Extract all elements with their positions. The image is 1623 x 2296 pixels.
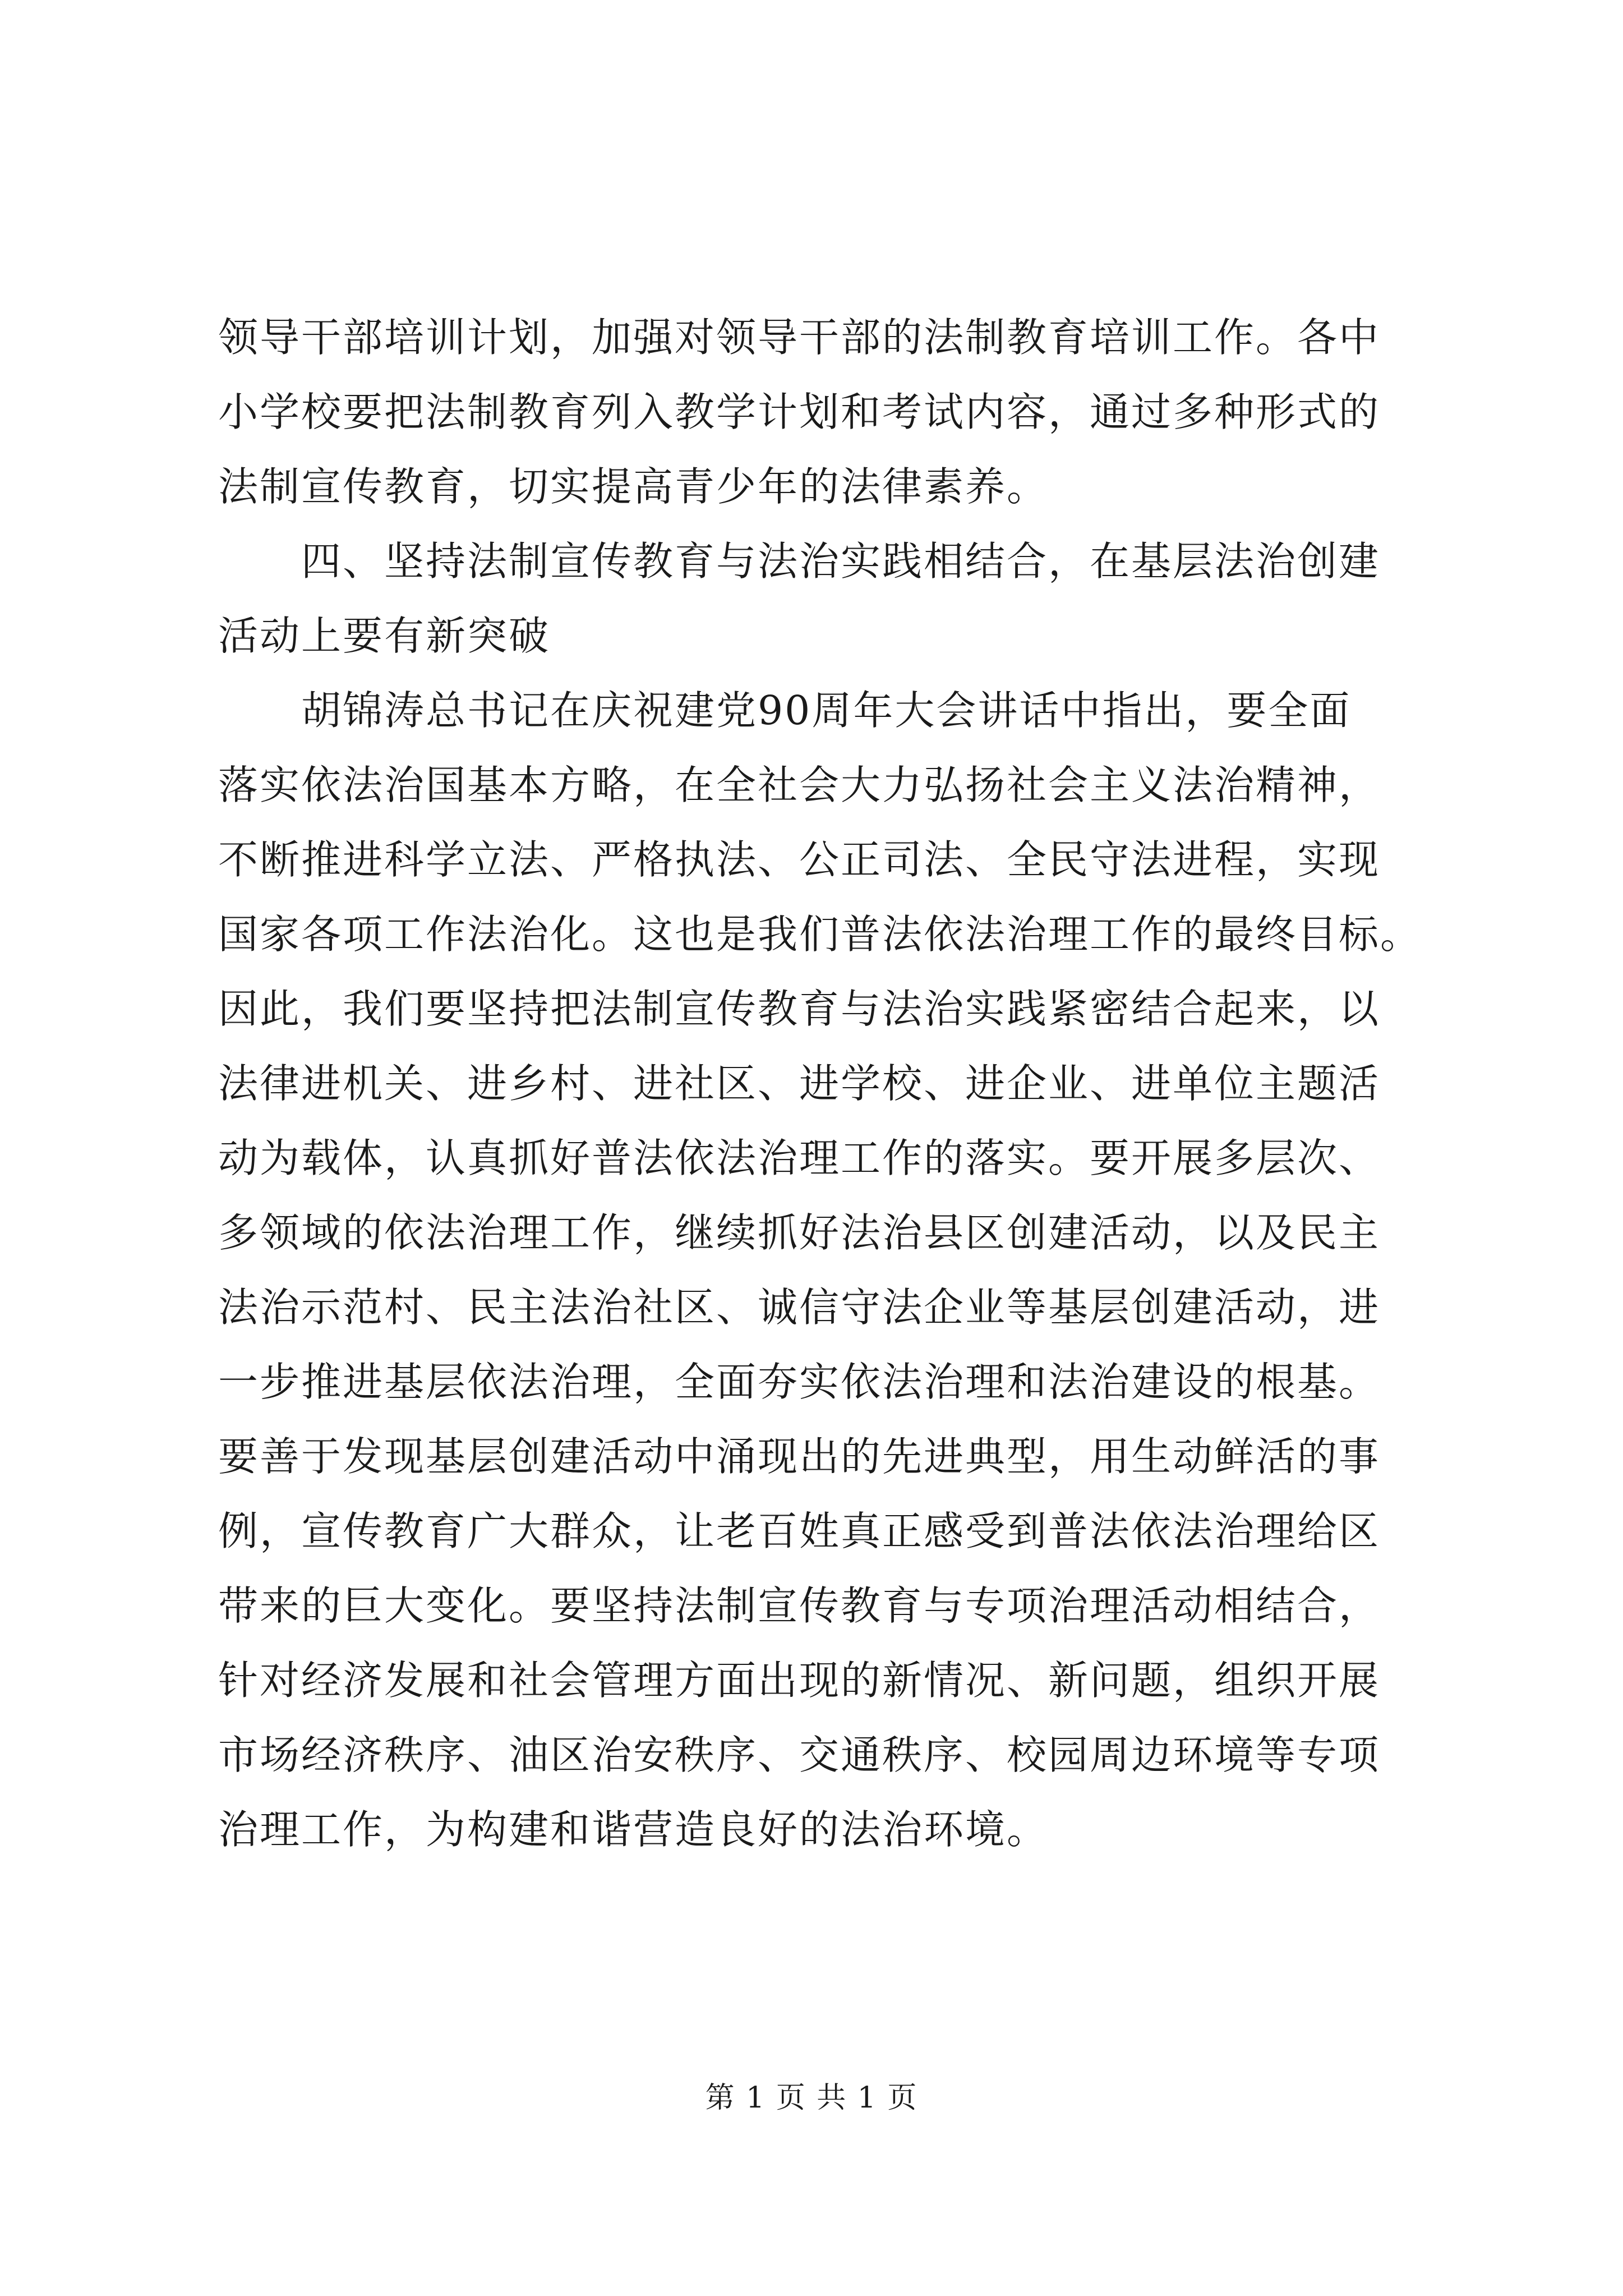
text-line: 动为载体，认真抓好普法依法治理工作的落实。要开展多层次、	[218, 1135, 1381, 1181]
text-line: 法治示范村、民主法治社区、诚信守法企业等基层创建活动，进	[218, 1284, 1381, 1331]
text-line: 一步推进基层依法治理，全面夯实依法治理和法治建设的根基。	[218, 1359, 1381, 1405]
text-line: 市场经济秩序、油区治安秩序、交通秩序、校园周边环境等专项	[218, 1732, 1381, 1778]
text-line: 针对经济发展和社会管理方面出现的新情况、新问题，组织开展	[218, 1657, 1381, 1704]
text-line: 国家各项工作法治化。这也是我们普法依法治理工作的最终目标。	[218, 911, 1422, 958]
text-line: 治理工作，为构建和谐营造良好的法治环境。	[218, 1806, 1049, 1853]
text-line: 落实依法治国基本方略，在全社会大力弘扬社会主义法治精神，	[218, 762, 1381, 808]
section-heading-line: 四、坚持法制宣传教育与法治实践相结合，在基层法治创建	[218, 538, 1381, 585]
text-line: 法律进机关、进乡村、进社区、进学校、进企业、进单位主题活	[218, 1060, 1381, 1107]
section-heading-line: 活动上要有新突破	[218, 613, 551, 659]
text-line: 带来的巨大变化。要坚持法制宣传教育与专项治理活动相结合，	[218, 1582, 1381, 1629]
page-footer: 第 1 页 共 1 页	[705, 2081, 918, 2115]
text-line: 胡锦涛总书记在庆祝建党90周年大会讲话中指出，要全面	[218, 687, 1352, 734]
text-line: 要善于发现基层创建活动中涌现出的先进典型，用生动鲜活的事	[218, 1433, 1381, 1480]
text-line: 多领域的依法治理工作，继续抓好法治县区创建活动，以及民主	[218, 1209, 1381, 1256]
body-text	[218, 300, 1422, 1867]
text-line: 不断推进科学立法、严格执法、公正司法、全民守法进程，实现	[218, 836, 1381, 883]
text-line: 例，宣传教育广大群众，让老百姓真正感受到普法依法治理给区	[218, 1508, 1381, 1554]
text-line: 因此，我们要坚持把法制宣传教育与法治实践紧密结合起来，以	[218, 986, 1381, 1032]
text-line: 领导干部培训计划，加强对领导干部的法制教育培训工作。各中	[218, 314, 1381, 361]
text-line: 法制宣传教育，切实提高青少年的法律素养。	[218, 463, 1049, 510]
text-line: 小学校要把法制教育列入教学计划和考试内容，通过多种形式的	[218, 389, 1381, 435]
